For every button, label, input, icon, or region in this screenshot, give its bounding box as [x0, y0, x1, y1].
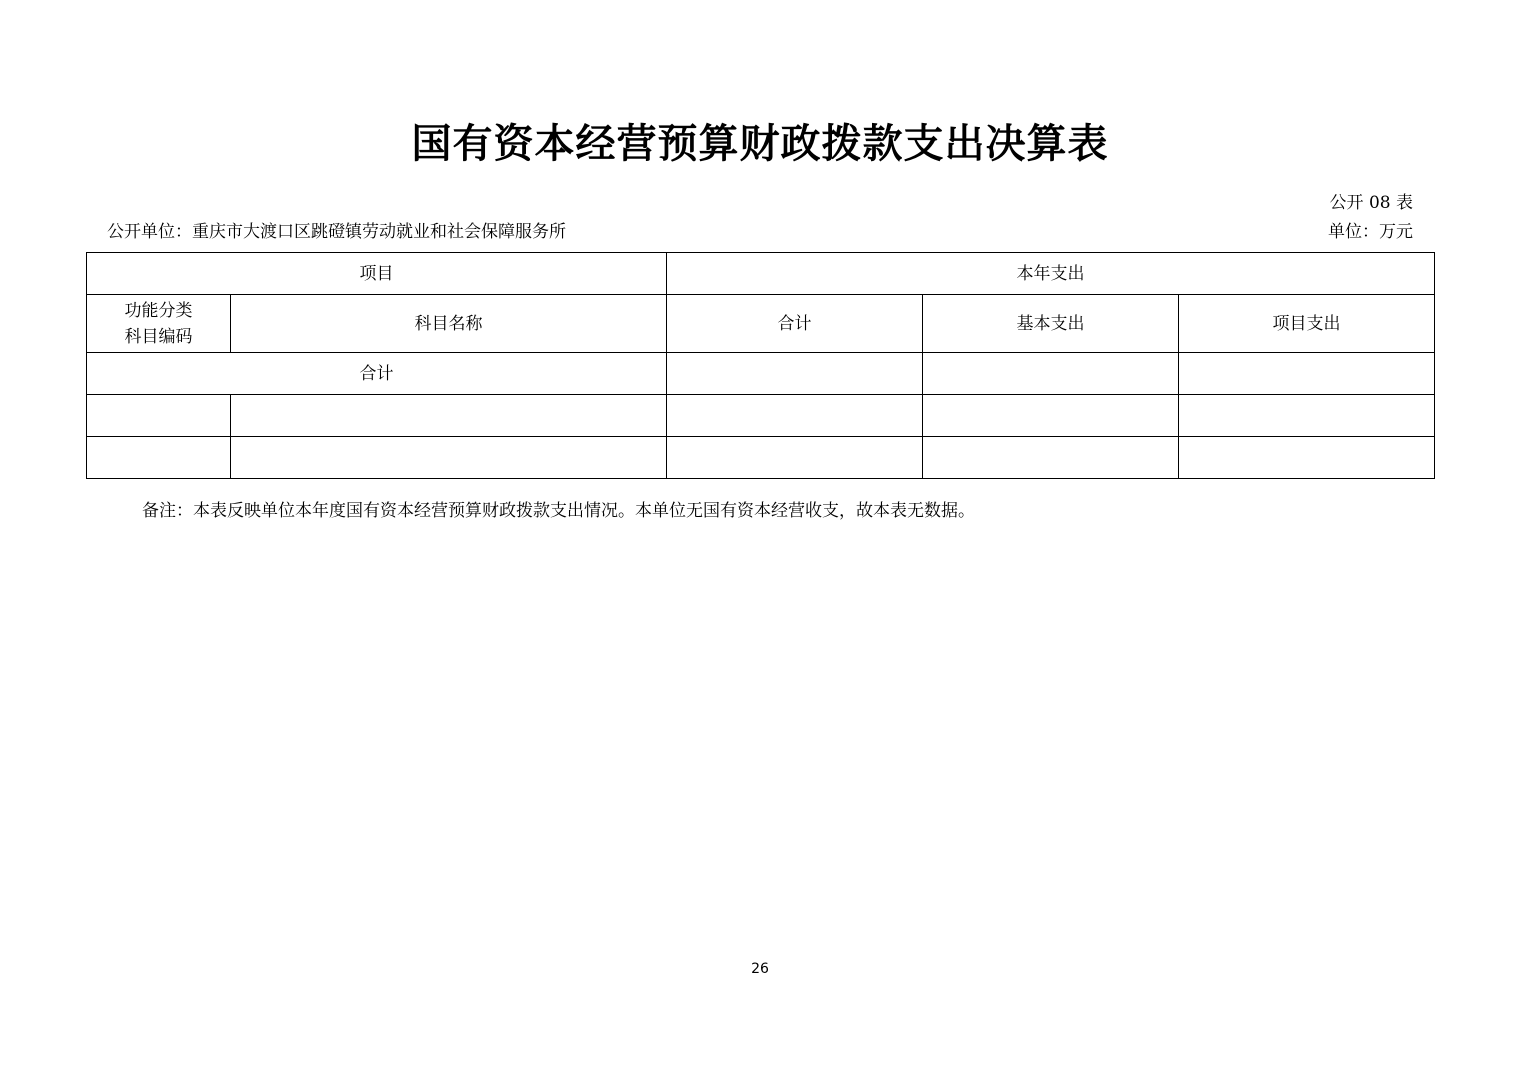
- total-row-total: [667, 353, 923, 395]
- total-row-basic: [923, 353, 1179, 395]
- currency-unit: 单位：万元: [1328, 222, 1413, 242]
- header-row-1: [87, 253, 1435, 295]
- row-project: [1179, 395, 1435, 437]
- row-project: [1179, 437, 1435, 479]
- col-header-total: 合计: [667, 295, 923, 353]
- header-current-year: 本年支出: [667, 253, 1435, 295]
- row-basic: [923, 437, 1179, 479]
- row-name: [231, 437, 667, 479]
- row-total: [667, 395, 923, 437]
- form-number: 公开 08 表: [1329, 193, 1413, 213]
- col-header-basic: 基本支出: [923, 295, 1179, 353]
- row-name: [231, 395, 667, 437]
- page-number: 26: [751, 961, 769, 977]
- header-row-2: [87, 295, 1435, 353]
- row-total: [667, 437, 923, 479]
- row-basic: [923, 395, 1179, 437]
- total-row-project: [1179, 353, 1435, 395]
- col-header-code: [87, 295, 231, 353]
- reporting-unit: 公开单位：重庆市大渡口区跳磴镇劳动就业和社会保障服务所: [107, 222, 566, 242]
- total-row-label: 合计: [87, 353, 667, 395]
- header-item: 项目: [87, 253, 667, 295]
- col-header-code-line1: 功能分类: [124, 300, 193, 321]
- row-code: [87, 437, 231, 479]
- col-header-code-line2: 科目编码: [124, 326, 193, 347]
- col-header-project: 项目支出: [1179, 295, 1435, 353]
- page-title: 国有资本经营预算财政拨款支出决算表: [411, 121, 1109, 167]
- total-row: [87, 353, 1435, 395]
- row-code: [87, 395, 231, 437]
- col-header-name: 科目名称: [231, 295, 667, 353]
- table-row: [87, 395, 1435, 437]
- expenditure-table: [86, 252, 1435, 479]
- table-row: [87, 437, 1435, 479]
- table-note: 备注：本表反映单位本年度国有资本经营预算财政拨款支出情况。本单位无国有资本经营收支，故本表无数据。: [142, 501, 975, 521]
